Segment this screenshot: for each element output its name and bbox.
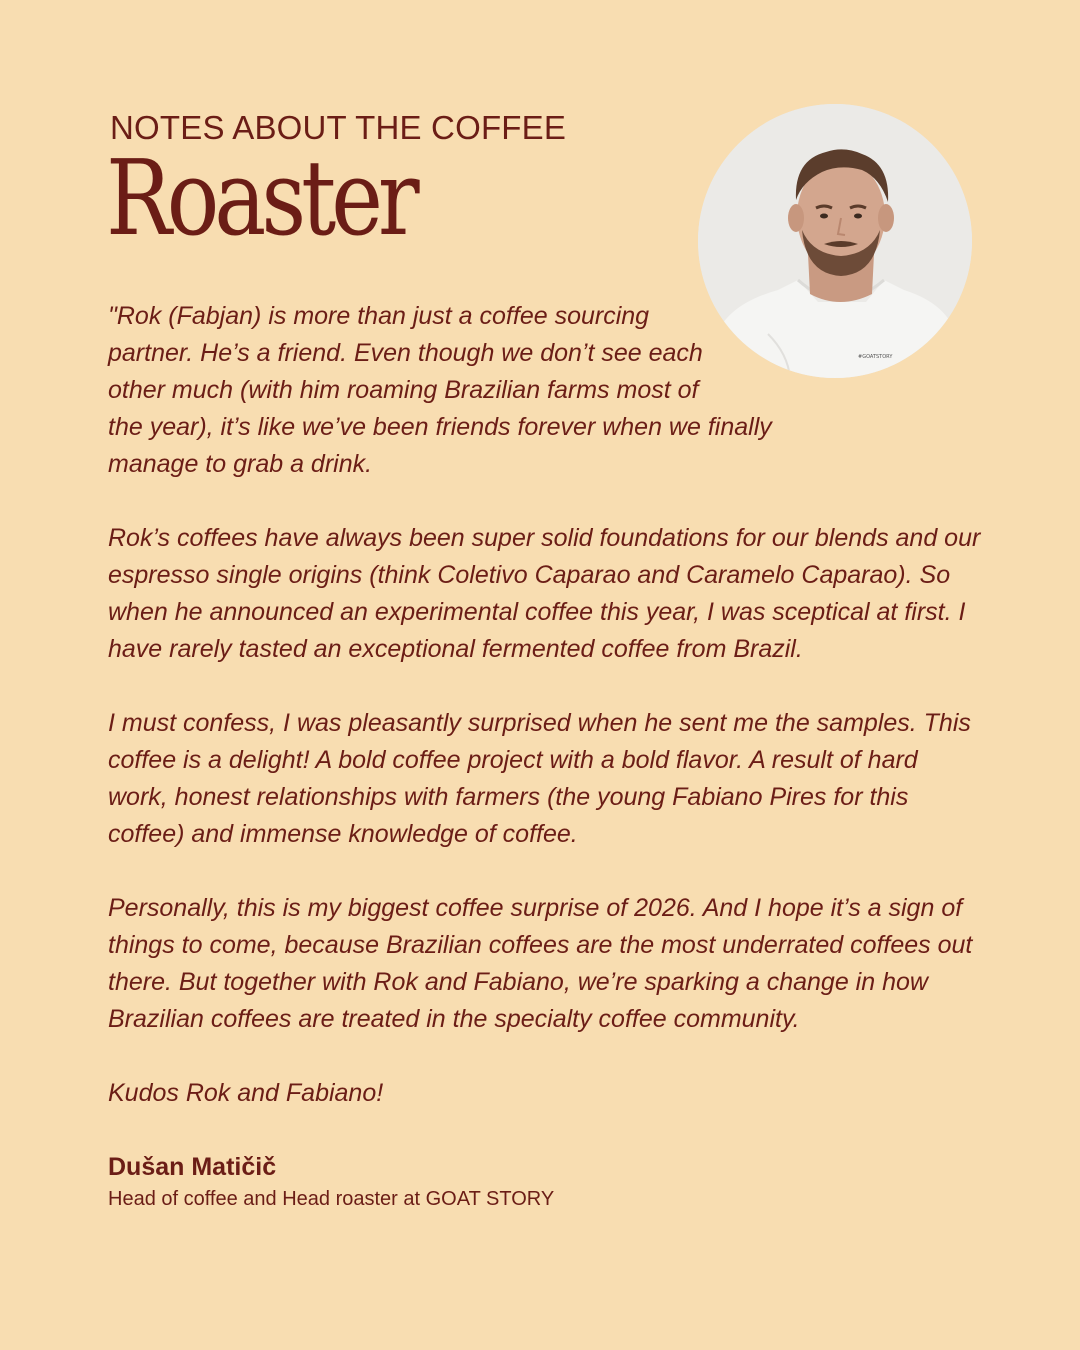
signature-block [108, 1150, 554, 1214]
quote-paragraph-5: Kudos Rok and Fabiano! [108, 1079, 384, 1107]
eyebrow-heading: NOTES ABOUT THE COFFEE [110, 109, 567, 146]
page-title: Roaster [106, 137, 415, 259]
quote-paragraph-2: Rok’s coffees have always been super solid foundations for our blends and our espresso single origins (think Coletivo Caparao and Caramelo Caparao). So when he announced an experimental coffee this year, I was sceptical at first. I have rarely tasted an exceptional fermented coffee from Brazil. [108, 524, 981, 663]
quote-paragraph-4: Personally, this is my biggest coffee surprise of 2026. And I hope it’s a sign of things to come, because Brazilian coffees are the most underrated coffees out there. But together with Rok and Fabiano, we’re sparking a change in how Brazilian coffees are treated in the specialty coffee community. [108, 894, 973, 1033]
quote-paragraph-1: "Rok (Fabjan) is more than just a coffee sourcing partner. He’s a friend. Even though we don’t see each other much (with him roaming Brazilian farms most of the year), it’s like we’ve been friends forever when we finally manage to grab a drink. [108, 302, 772, 478]
quote-paragraph-3: I must confess, I was pleasantly surprised when he sent me the samples. This coffee is a delight! A bold coffee project with a bold flavor. A result of hard work, honest relationships with farmers (the young Fabiano Pires for this coffee) and immense knowledge of coffee. [108, 709, 971, 848]
quote-body [108, 298, 988, 1112]
signature-name: Dušan Matičič [108, 1153, 277, 1181]
shirt-print: #GOATSTORY [858, 354, 893, 360]
signature-role: Head of coffee and Head roaster at GOAT STORY [108, 1188, 555, 1210]
